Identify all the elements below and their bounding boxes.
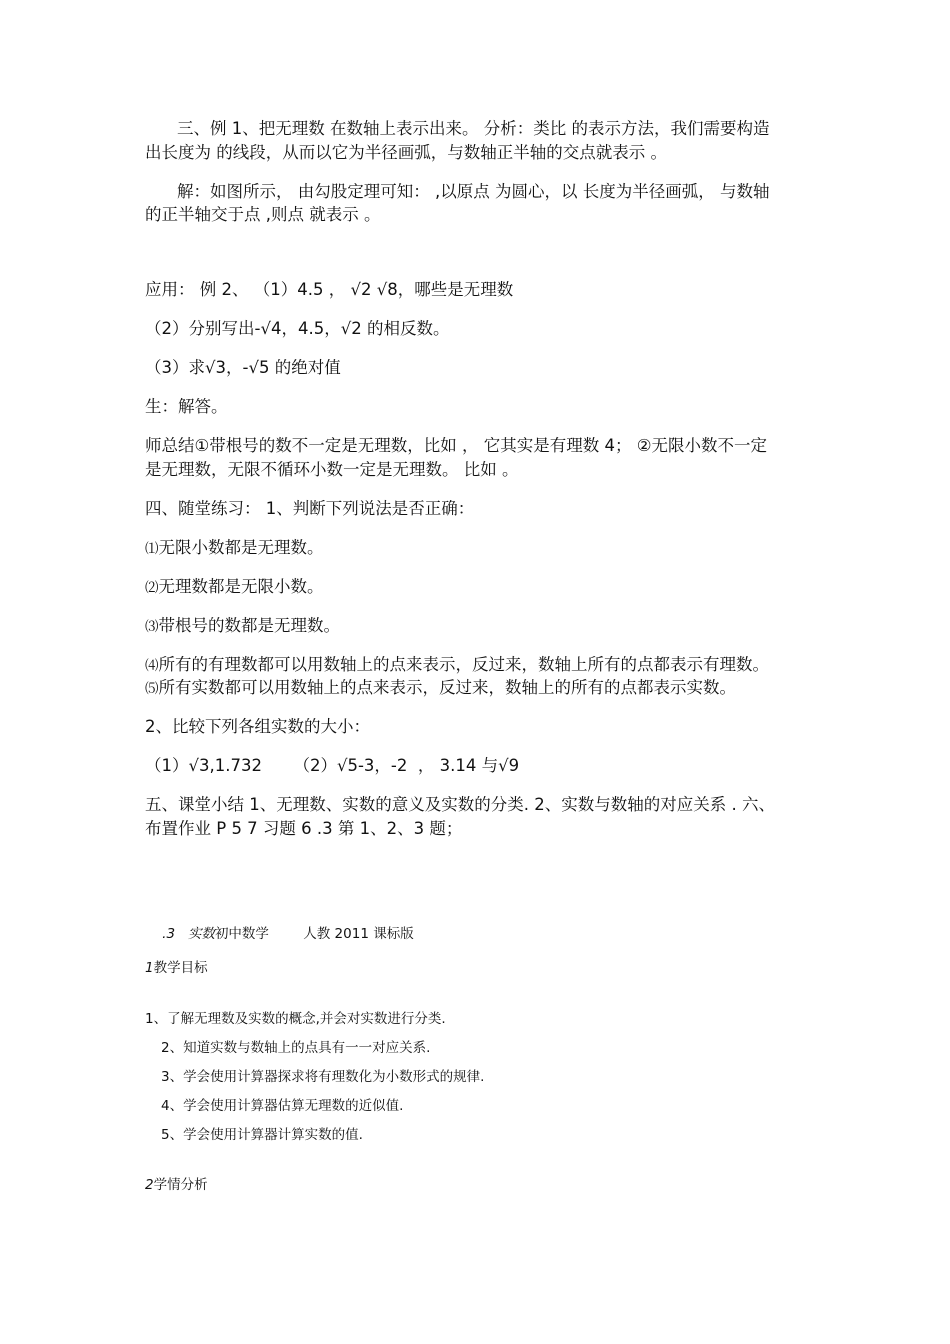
practice-item-text: 所有的有理数都可以用数轴上的点来表示，反过来，数轴上所有的点都表示有理数。 (158, 655, 769, 674)
goals-number: 1 (145, 960, 154, 976)
goal-item: 2、知道实数与数轴上的点具有一一对应关系. (161, 1040, 431, 1056)
practice-item-number: ⑸ (145, 681, 159, 697)
goal-item: 5、学会使用计算器计算实数的值. (161, 1127, 363, 1143)
practice-item (145, 677, 736, 699)
goal-item: 3、学会使用计算器探求将有理数化为小数形式的规律. (161, 1069, 485, 1085)
example1-line2: 出长度为 的线段，从而以它为半径画弧，与数轴正半轴的交点就表示 。 (145, 143, 667, 162)
goals-title: 教学目标 (153, 960, 208, 976)
practice-item-text: 无限小数都是无理数。 (158, 538, 324, 557)
section-header (145, 907, 414, 961)
practice-item-number: ⑴ (145, 541, 159, 557)
section-number: .3 (162, 926, 176, 942)
practice-item (145, 576, 324, 598)
application-line1: 应用： 例 2、 （1）4.5 ， √2 √8，哪些是无理数 (145, 280, 514, 299)
goal-item: 1、了解无理数及实数的概念,并会对实数进行分类. (145, 1011, 446, 1027)
practice-item-number: ⑷ (145, 658, 159, 674)
analysis-title: 学情分析 (153, 1177, 208, 1193)
analysis-number: 2 (145, 1177, 154, 1193)
analysis-heading (145, 1176, 208, 1194)
practice-item-number: ⑶ (145, 619, 159, 635)
practice-heading: 四、随堂练习： 1、判断下列说法是否正确： (145, 499, 475, 518)
student-answer: 生：解答。 (145, 397, 228, 416)
goals-heading (145, 959, 208, 977)
solution-line2: 的正半轴交于点 ,则点 就表示 。 (145, 205, 381, 224)
practice-item-number: ⑵ (145, 580, 159, 596)
example1-line1: 三、例 1、把无理数 在数轴上表示出来。 分析：类比 的表示方法，我们需要构造 (177, 119, 770, 138)
solution-line1: 解：如图所示， 由勾股定理可知： ,以原点 为圆心，以 长度为半径画弧， 与数轴 (177, 182, 770, 201)
section-title: 实数 (187, 926, 215, 942)
practice-item (145, 537, 324, 559)
class-summary-line1: 五、课堂小结 1、无理数、实数的意义及实数的分类. 2、实数与数轴的对应关系 . 六、 (145, 795, 775, 814)
teacher-summary-line1: 师总结①带根号的数不一定是无理数，比如 ， 它其实是有理数 4； ②无限小数不一定 (145, 436, 768, 455)
practice-item-text: 无理数都是无限小数。 (158, 577, 324, 596)
goal-item: 4、学会使用计算器估算无理数的近似值. (161, 1098, 404, 1114)
class-summary-line2: 布置作业 P 5 7 习题 6 .3 第 1、2、3 题； (145, 819, 463, 838)
compare-items: （1）√3,1.732 （2）√5-3，-2 ， 3.14 与√9 (145, 756, 520, 775)
application-line2: （2）分别写出-√4，4.5，√2 的相反数。 (145, 319, 450, 338)
practice-item (145, 654, 769, 676)
section-header-rest: 初中数学 人教 2011 课标版 (214, 926, 414, 942)
teacher-summary-line2: 是无理数，无限不循环小数一定是无理数。 比如 。 (145, 460, 519, 479)
practice-item-text: 所有实数都可以用数轴上的点来表示，反过来，数轴上的所有的点都表示实数。 (158, 678, 736, 697)
application-line3: （3）求√3，-√5 的绝对值 (145, 358, 341, 377)
practice-item-text: 带根号的数都是无理数。 (158, 616, 340, 635)
compare-heading: 2、比较下列各组实数的大小： (145, 717, 370, 736)
practice-item (145, 615, 340, 637)
